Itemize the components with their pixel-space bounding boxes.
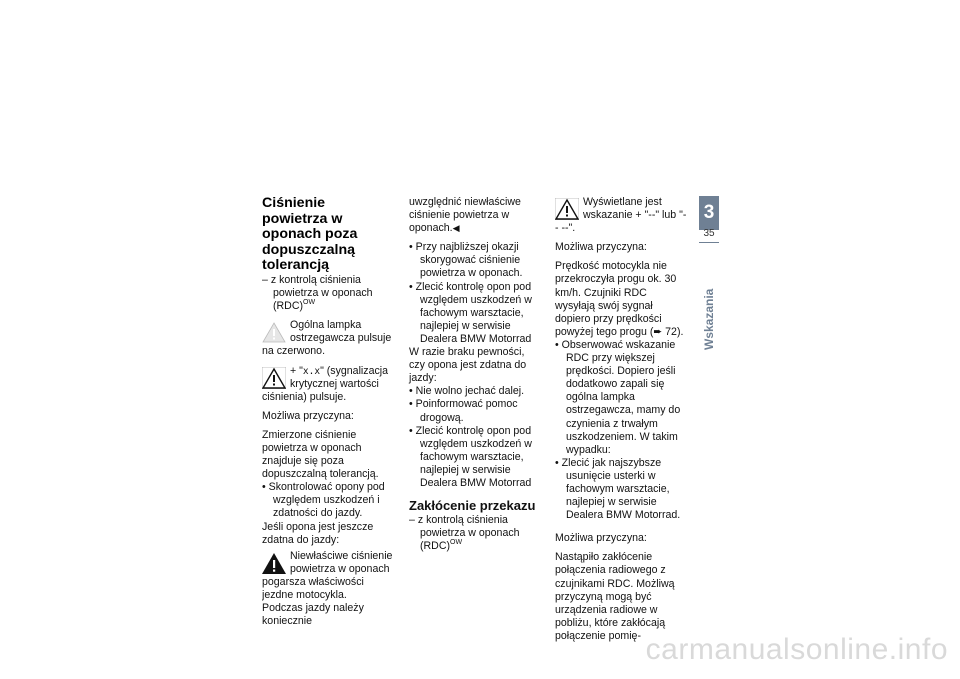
list-item: • Obserwować wskazanie RDC przy większej prędkości. Dopiero jeśli dodatkowo zapali się ogólna lampka ostrzegawcza, mamy do czynienia z trwałym uszkodzeniem. W takim wypadku: xyxy=(555,338,681,456)
warning-handling: Niewłaściwe ciśnienie powietrza w oponach pogarsza właściwości jezdne motocykla. xyxy=(262,549,393,602)
list-item: • Przy najbliższej okazji skorygować ciśnienie powietrza w oponach. xyxy=(409,241,523,280)
list-item: • Zlecić jak najszybsze usunięcie usterki w fachowym warsztacie, najlepiej w serwisie Dealera BMW Motorrad. xyxy=(555,456,681,522)
column-1 xyxy=(262,196,394,628)
end-of-section-icon: ◀ xyxy=(452,223,460,234)
section-tab-label: Wskazania xyxy=(702,288,716,350)
body-text: Jeśli opona jest jeszcze zdatna do jazdy: xyxy=(262,520,374,546)
list-item: • Zlecić kontrolę opon pod względem uszkodzeń w fachowym warsztacie, najlepiej w serwisie Dealera BMW Motorrad xyxy=(409,424,532,489)
list-item: • Skontrolować opony pod względem uszkodzeń i zdatności do jazdy. xyxy=(262,481,385,520)
body-text: uwzględnić niewłaściwe ciśnienie powietrza w oponach.◀ xyxy=(409,196,521,235)
warning-display: Wyświetlane jest wskazanie + "--" lub "-- --". xyxy=(555,196,687,235)
list-item: • Zlecić kontrolę opon pod względem uszkodzeń w fachowym warsztacie, najlepiej w serwisie Dealera BMW Motorrad xyxy=(409,280,532,345)
watermark: carmanualsonline.info xyxy=(645,633,948,666)
section-title: Zakłócenie przekazu xyxy=(409,498,536,514)
warning-general-lamp: Ogólna lampka ostrzegawcza pulsuje na czerwono. xyxy=(262,319,392,358)
condition-note: – z kontrolą ciśnienia powietrza w oponach (RDC)$^{OW}$ xyxy=(262,273,373,313)
cause-label: Możliwa przyczyna: xyxy=(555,532,647,545)
cause-label: Możliwa przyczyna: xyxy=(555,241,647,254)
section-title: Ciśnienie powietrza w oponach poza dopuszczalną tolerancją xyxy=(262,195,358,274)
list-item: • Nie wolno jechać dalej. xyxy=(409,385,525,398)
cause-text: Nastąpiło zakłócenie połączenia radiowego z czujnikami RDC. Możliwą przyczyną mogą być urządzenia radiowe w pobliżu, które zakłócają połączenie pomię- xyxy=(555,551,675,642)
condition-note: – z kontrolą ciśnienia powietrza w oponach (RDC)$^{OW}$ xyxy=(409,514,520,553)
warning-critical-pressure: + "x.x" (sygnalizacja krytycznej wartości ciśnienia) pulsuje. xyxy=(262,364,389,403)
cause-text: Prędkość motocykla nie przekroczyła progu ok. 30 km/h. Czujniki RDC wysyłają swój sygnał dopiero przy prędkości powyżej tego progu (➨ 72). xyxy=(555,260,684,338)
tire-pressure-warning-icon xyxy=(262,367,286,389)
column-3 xyxy=(555,196,689,643)
tire-pressure-warning-icon xyxy=(555,198,579,220)
general-warning-icon xyxy=(262,321,286,343)
cause-text: Zmierzone ciśnienie powietrza w oponach znajduje się poza dopuszczalną tolerancją. xyxy=(262,428,379,481)
page-number: 35 xyxy=(703,228,715,239)
column-2 xyxy=(409,196,543,553)
tab-divider xyxy=(699,242,719,243)
body-text: W razie braku pewności, czy opona jest zdatna do jazdy: xyxy=(409,346,527,385)
body-text: Podczas jazdy należy koniecznie xyxy=(262,602,364,628)
cause-label: Możliwa przyczyna: xyxy=(262,409,354,422)
chapter-number: 3 xyxy=(699,196,719,230)
list-item: • Poinformować pomoc drogową. xyxy=(409,398,518,424)
warning-triangle-icon xyxy=(262,552,286,574)
